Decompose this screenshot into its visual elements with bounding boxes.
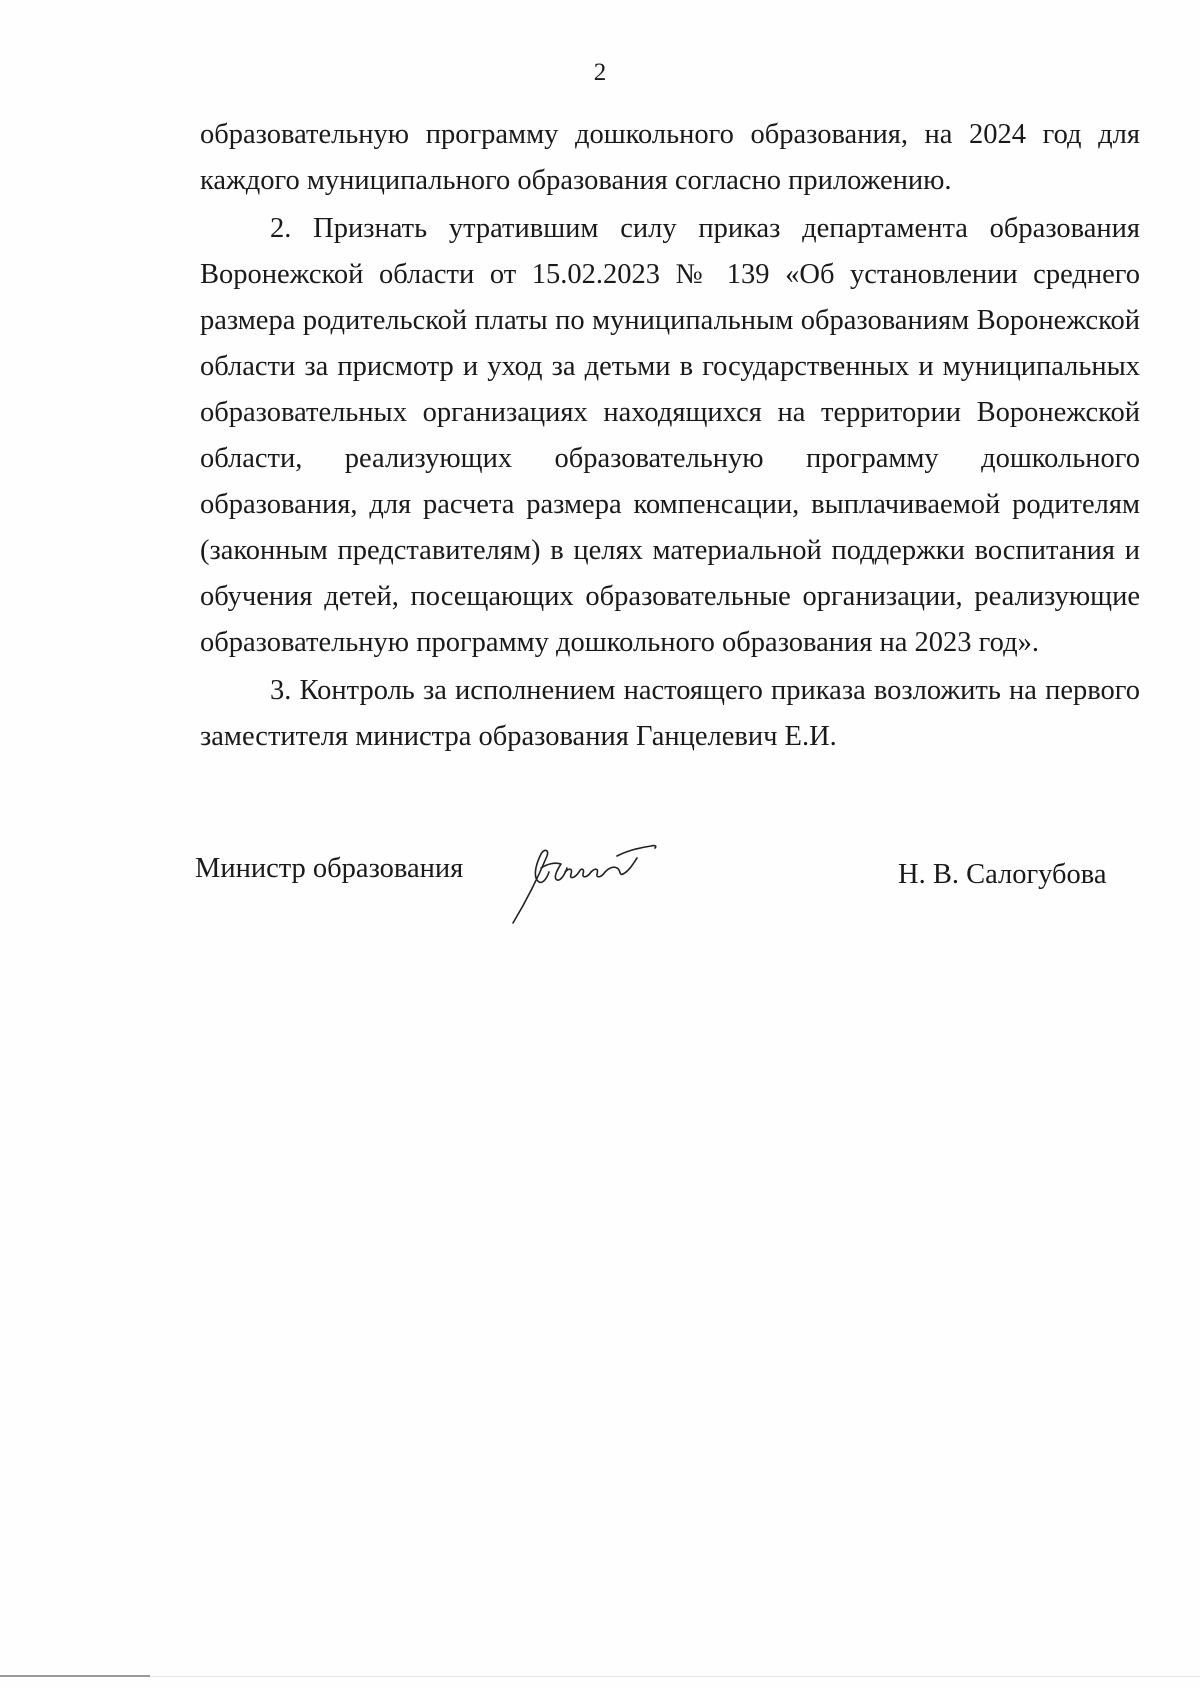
document-body <box>200 112 1140 760</box>
signature-block <box>0 838 1200 948</box>
paragraph-3: 3. Контроль за исполнением настоящего приказа возложить на первого заместителя министра образования Ганцелевич Е.И. <box>200 675 1140 752</box>
signatory-title: Министр образования <box>195 853 464 884</box>
paragraph-1: образовательную программу дошкольного образования, на 2024 год для каждого муниципального образования согласно приложению. <box>200 119 1140 196</box>
handwritten-signature <box>505 838 680 928</box>
signatory-name: Н. В. Салогубова <box>898 859 1107 890</box>
page-number: 2 <box>593 59 607 86</box>
scan-edge-line-faint <box>150 1676 1200 1677</box>
paragraph-2: 2. Признать утратившим силу приказ департамента образования Воронежской области от 15.02.2023 № 139 «Об установлении среднего размера родительской платы по муниципальным образованиям Воронежской области за присмотр и уход за детьми в государственных и муниципальных образовательных организациях находящихся на территории Воронежской области, реализующих образовательную программу дошкольного образования, для расчета размера компенсации, выплачиваемой родителям (законным представителям) в целях материальной поддержки воспитания и обучения детей, посещающих образовательные организации, реализующие образовательную программу дошкольного образования на 2023 год». <box>200 213 1140 658</box>
scan-edge-line <box>0 1675 150 1677</box>
